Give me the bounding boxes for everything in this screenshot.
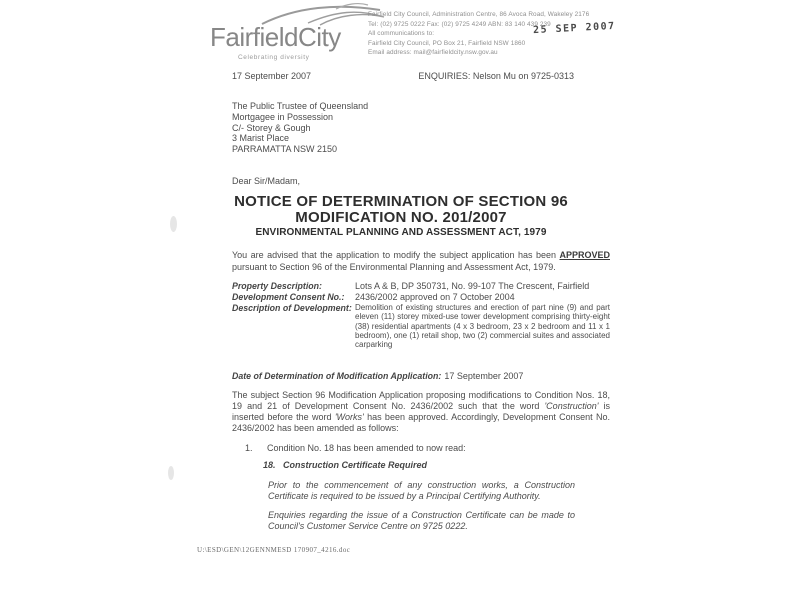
recipient-line: 3 Marist Place xyxy=(232,133,290,144)
consent-number-value: 2436/2002 approved on 7 October 2004 xyxy=(355,292,515,302)
condition-title: Construction Certificate Required xyxy=(283,460,428,470)
title-line-1: NOTICE OF DETERMINATION OF SECTION 96 xyxy=(234,193,568,210)
recipient-line: Mortgagee in Possession xyxy=(232,111,334,122)
amendment-text: The subject Section 96 Modification Application proposing modifications to Condition Nos. 18, 19 and 21 of Development Consent No. 2436/2002 such that the word xyxy=(232,390,610,411)
property-description-value: Lots A & B, DP 350731, No. 99-107 The Crescent, Fairfield xyxy=(355,281,590,291)
determination-details xyxy=(232,281,610,349)
intro-text: pursuant to Section 96 of the Environmental Planning and Assessment Act, 1979. xyxy=(232,262,556,272)
amended-condition-item xyxy=(232,442,610,454)
determination-date-value: 17 September 2007 xyxy=(444,371,524,381)
salutation: Dear Sir/Madam, xyxy=(232,176,301,186)
amendment-text: is inserted before the word xyxy=(232,401,611,422)
council-logo xyxy=(210,2,380,61)
property-description-label: Property Description: xyxy=(232,281,322,291)
determination-date-row xyxy=(232,370,610,382)
received-date-stamp: 25 SEP 2007 xyxy=(532,20,616,37)
consent-number-label: Development Consent No.: xyxy=(232,292,345,302)
construction-word: 'Construction' xyxy=(544,401,599,411)
development-description-value: Demolition of existing structures and erection of part nine (9) and part eleven (11) storey mixed-use tower development comprising thirty-eight (38) residential apartments (4 x 3 bedroom, 23 x 2 bedroom and 11 x 1 bedroom), one (1) retail shop, two (2) commercial suites and associated carparking xyxy=(355,303,610,350)
file-reference: U:\ESD\GEN\12GENNMESD 170907_4216.doc xyxy=(197,546,351,554)
contact-line: All communications to: xyxy=(368,30,435,38)
letter-body xyxy=(232,70,610,540)
recipient-line: PARRAMATTA NSW 2150 xyxy=(232,144,338,155)
contact-line: Email address: mail@fairfieldcity.nsw.gov.au xyxy=(368,49,498,57)
condition-18-heading xyxy=(232,459,610,471)
determination-date-label: Date of Determination of Modification Application: xyxy=(232,371,442,381)
amendment-text: has been approved. Accordingly, Development Consent No. 2436/2002 has been amended as follows: xyxy=(232,412,610,433)
condition-number: 18. xyxy=(263,460,276,470)
recipient-address xyxy=(232,101,610,155)
item-number: 1. xyxy=(245,443,253,453)
logo-wordmark: FairfieldCity xyxy=(210,22,341,52)
intro-text: You are advised that the application to modify the subject application has been xyxy=(232,250,560,260)
letter-date: 17 September 2007 xyxy=(232,71,312,81)
date-row xyxy=(232,70,610,82)
title-line-3: ENVIRONMENTAL PLANNING AND ASSESSMENT ACT, 1979 xyxy=(255,227,547,238)
scan-artifact xyxy=(168,466,174,480)
contact-line: Fairfield City Council, Administration Centre, 86 Avoca Road, Wakeley 2176 xyxy=(368,11,590,18)
logo-tagline: Celebrating diversity xyxy=(238,54,310,61)
recipient-line: The Public Trustee of Queensland xyxy=(232,101,369,111)
condition-paragraph-2: Enquiries regarding the issue of a Construction Certificate can be made to Council's Customer Service Centre on 9725 0222. xyxy=(268,510,575,531)
enquiries-line: ENQUIRIES: Nelson Mu on 9725-0313 xyxy=(418,71,574,81)
development-description-label: Description of Development: xyxy=(232,303,352,313)
contact-line: Tel: (02) 9725 0222 Fax: (02) 9725 4249 ABN: 83 140 439 239 xyxy=(368,20,551,28)
intro-paragraph xyxy=(232,249,610,273)
approved-word: APPROVED xyxy=(559,250,610,260)
item-text: Condition No. 18 has been amended to now read: xyxy=(267,443,466,453)
council-contact-block xyxy=(368,10,630,58)
amendment-paragraph xyxy=(232,390,610,434)
works-word: 'Works' xyxy=(334,412,364,422)
notice-title xyxy=(232,194,570,240)
scan-artifact xyxy=(170,216,177,232)
recipient-line: C/- Storey & Gough xyxy=(232,122,311,133)
title-line-2: MODIFICATION NO. 201/2007 xyxy=(295,209,507,226)
contact-line: Fairfield City Council, PO Box 21, Fairfield NSW 1860 xyxy=(368,39,526,47)
condition-paragraph-1: Prior to the commencement of any construction works, a Construction Certificate is required to be issued by a Principal Certifying Authority. xyxy=(268,480,575,501)
